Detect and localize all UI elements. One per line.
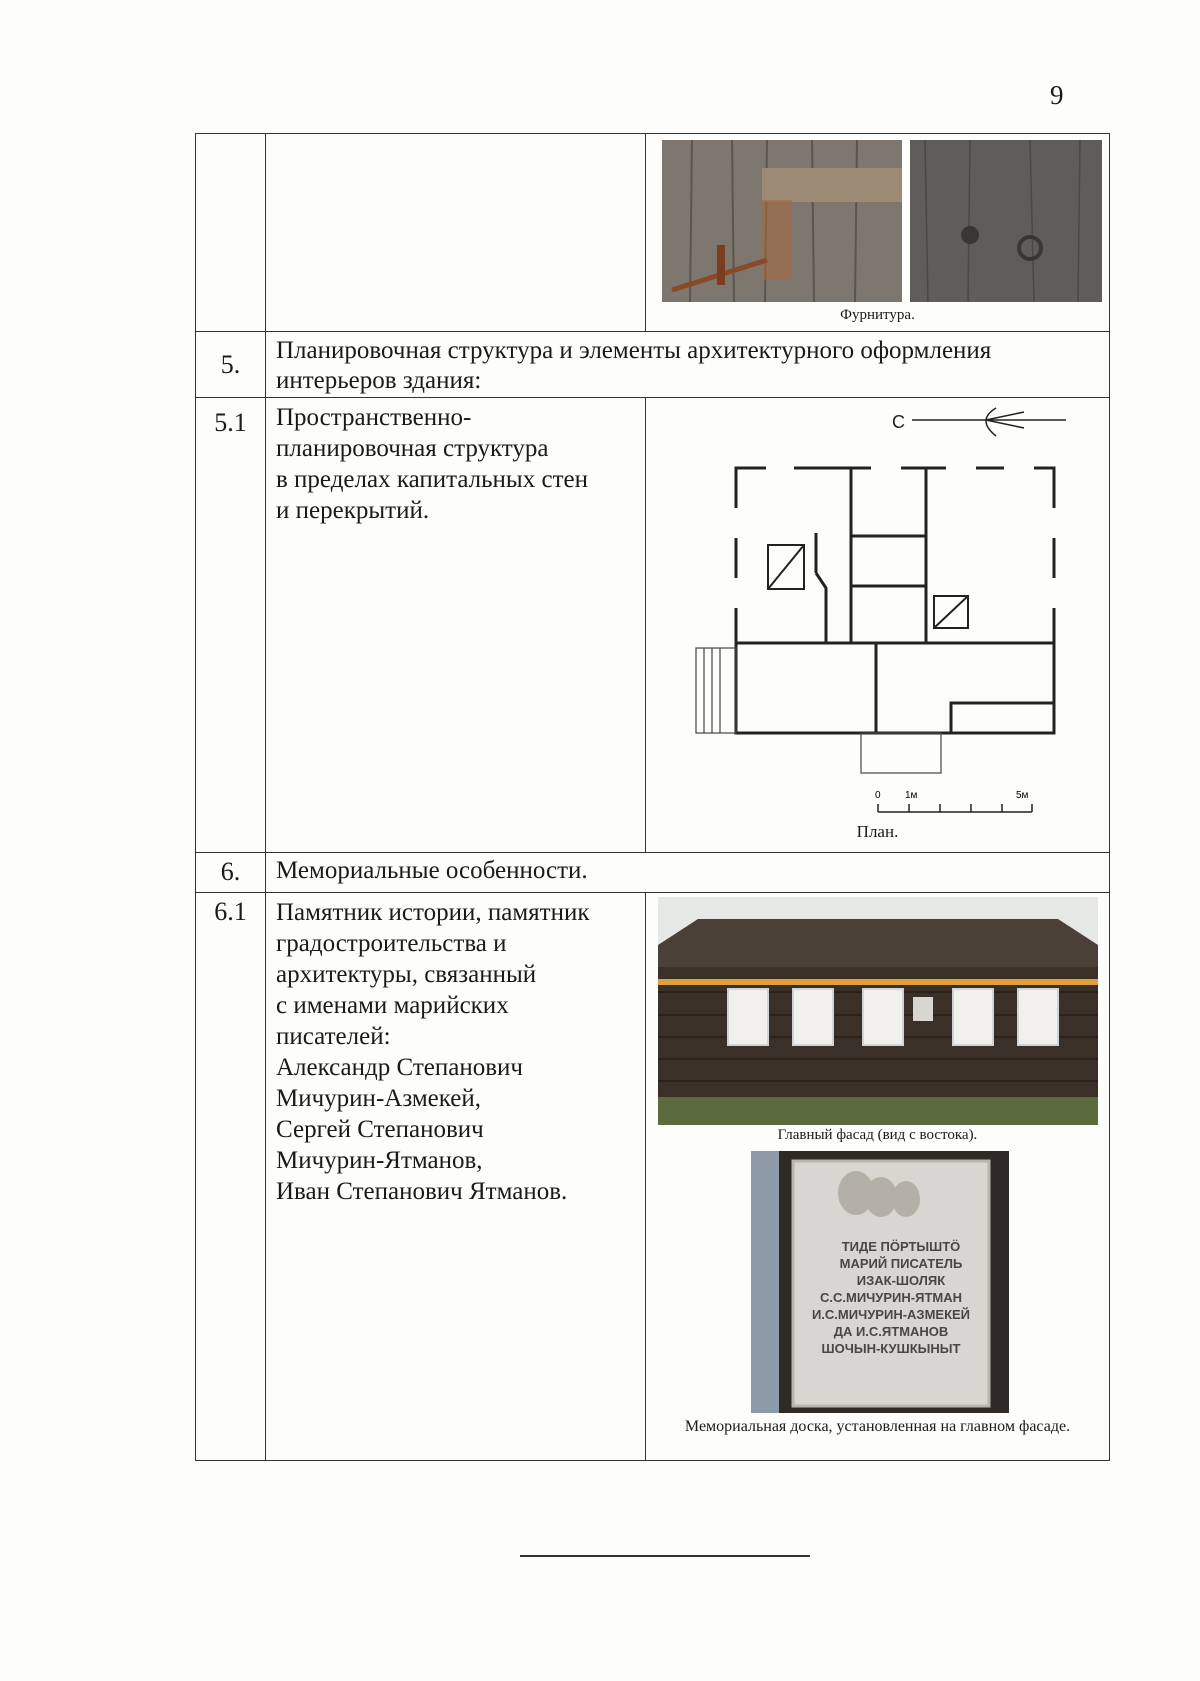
image-caption: Фурнитура. <box>840 307 915 323</box>
plaque-text-line: ТИДЕ ПÖРТЫШТÖ <box>841 1239 961 1254</box>
description-line: Иван Степанович Ятманов. <box>276 1178 568 1205</box>
section-heading: Планировочная структура и элементы архитектурного оформления интерьеров здания: <box>276 337 992 394</box>
description-line: Мичурин-Азмекей, <box>276 1085 482 1112</box>
footer-divider <box>520 1555 810 1557</box>
scale-label-five: 5м <box>1016 790 1029 801</box>
hardware-photo-nail <box>910 140 1102 302</box>
row-number-cell: 5. <box>196 332 266 397</box>
description-line: архитектуры, связанный <box>276 961 537 988</box>
document-table <box>195 133 1110 1461</box>
table-row <box>196 853 1109 893</box>
description-line: Пространственно- <box>276 404 472 431</box>
table-row <box>196 398 1109 853</box>
description-line: с именами марийских <box>276 992 509 1019</box>
plaque-text-line: МАРИЙ ПИСАТЕЛЬ <box>839 1256 963 1271</box>
section-heading: Мемориальные особенности. <box>276 857 588 884</box>
scale-label-zero: 0 <box>875 790 881 801</box>
row-number-cell: 6. <box>196 853 266 892</box>
row-image-cell <box>646 134 1109 331</box>
row-number-cell: 6.1 <box>196 893 266 1460</box>
image-caption: Мемориальная доска, установленная на главном фасаде. <box>684 1418 1071 1435</box>
description-line: и перекрытий. <box>276 497 430 524</box>
floor-plan <box>646 398 1106 853</box>
scale-label-one: 1м <box>905 790 918 801</box>
description-line: планировочная структура <box>276 435 549 462</box>
plan-walls <box>736 468 1054 733</box>
north-arrow-icon <box>912 408 1066 436</box>
row-image-cell <box>646 398 1109 852</box>
row-number-cell <box>196 134 266 331</box>
table-row <box>196 893 1109 1460</box>
north-label: С <box>892 412 905 432</box>
plaque-text-line: И.С.МИЧУРИН-АЗМЕКЕЙ <box>811 1307 971 1322</box>
page-number: 9 <box>1050 80 1064 110</box>
image-caption: План. <box>856 822 899 841</box>
plaque-text-line: ИЗАК-ШОЛЯК <box>856 1273 946 1288</box>
plaque-text-line: ДА И.С.ЯТМАНОВ <box>833 1324 949 1339</box>
description-line: Мичурин-Ятманов, <box>276 1147 483 1174</box>
porch <box>696 648 941 773</box>
description-line: писателей: <box>276 1023 391 1050</box>
memorial-plaque-photo <box>751 1151 1009 1413</box>
hardware-photo-latch <box>662 140 902 302</box>
row-description-cell <box>266 134 646 331</box>
description-line: Сергей Степанович <box>276 1116 484 1143</box>
table-row <box>196 134 1109 332</box>
description-line: Памятник истории, памятник <box>276 899 590 926</box>
plaque-text-line: С.С.МИЧУРИН-ЯТМАН <box>819 1290 963 1305</box>
row-description-cell <box>266 398 646 852</box>
description-line: градостроительства и <box>276 930 507 957</box>
row-image-cell <box>646 893 1109 1460</box>
plaque-text-line: ШОЧЫН-КУШКЫНЫТ <box>821 1341 961 1356</box>
scale-bar <box>878 804 1032 812</box>
table-row <box>196 332 1109 398</box>
image-caption: Главный фасад (вид с востока). <box>777 1127 978 1143</box>
description-line: Александр Степанович <box>276 1054 523 1081</box>
main-facade-photo <box>658 897 1098 1125</box>
row-number-cell: 5.1 <box>196 398 266 852</box>
row-description-cell <box>266 893 646 1460</box>
description-line: в пределах капитальных стен <box>276 466 588 493</box>
